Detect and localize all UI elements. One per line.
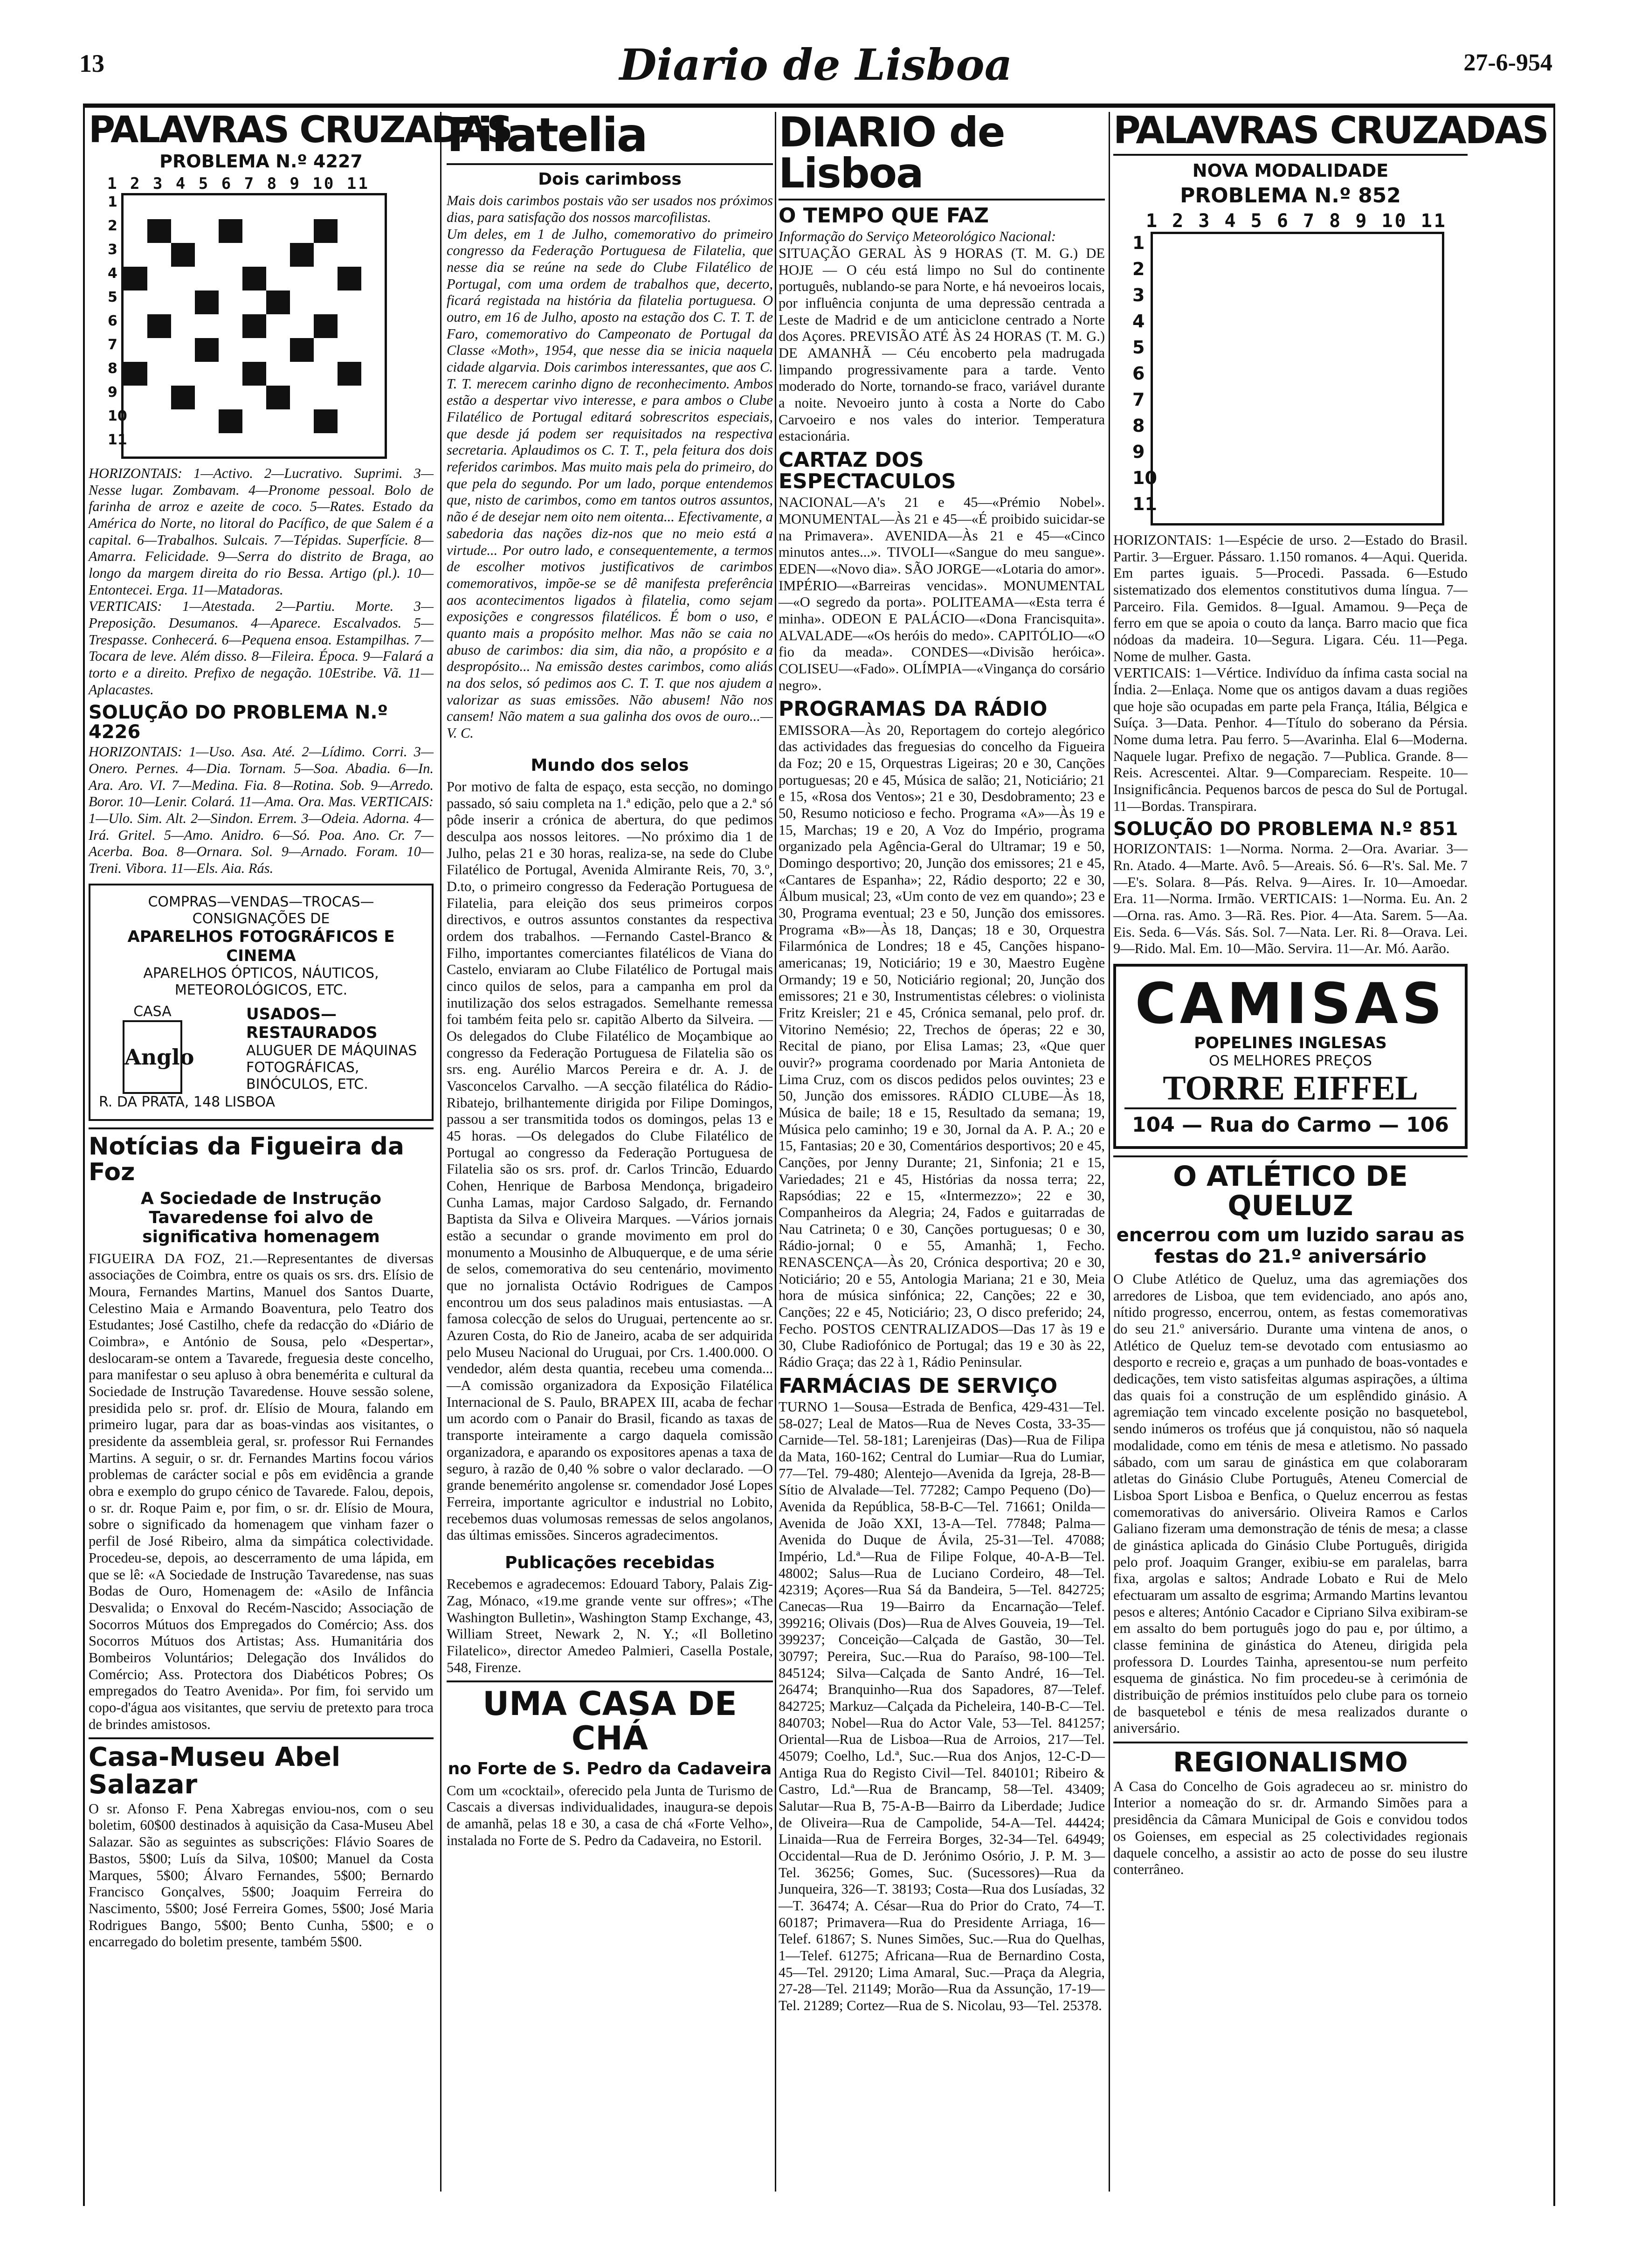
atletico-queluz-title: O ATLÉTICO DE QUELUZ — [1173, 1160, 1408, 1223]
carimbos-title: Dois carimboss — [538, 170, 682, 189]
crossword-title: PALAVRAS CRUZADAS — [89, 109, 512, 151]
crossword2-problem-number: PROBLEMA N.º 852 — [1180, 184, 1401, 207]
crossword-problem-number: PROBLEMA N.º 4227 — [159, 151, 363, 172]
solution-title: SOLUÇÃO DO PROBLEMA N.º 4226 — [89, 702, 388, 743]
column-4 — [1113, 109, 1548, 2196]
crossword2-modality: NOVA MODALIDADE — [1192, 160, 1389, 181]
regionalismo-text: A Casa do Concelho de Gois agradeceu ao sr. ministro do Interior a nomeação do sr. dr. Armando Simões para a presidência da Câmara Municipal de Gois e convidou todos os Goienses, em especial as 25 colectividades regionais daquele concelho, a assistir ao acto de posse do seu ilustre conterrâneo. — [1113, 1778, 1468, 1878]
column-divider — [775, 112, 776, 2192]
atletico-queluz-subtitle: encerrou com um luzido sarau as festas do 21.º aniversário — [1116, 1224, 1465, 1268]
camisas-ad: CAMISAS POPELINES INGLESAS OS MELHORES PREÇOS TORRE EIFFEL 104 — Rua do Carmo — 106 — [1113, 964, 1468, 1149]
casa-museu-title: Casa-Museu Abel Salazar — [89, 1742, 341, 1800]
shop-logo: Anglo — [123, 1020, 182, 1094]
farmacias-text: TURNO 1—Sousa—Estrada de Benfica, 429-431—Tel. 58-027; Leal de Matos—Rua de Neves Costa, 33-35—Carnide—Tel. 58-181; Larenjeiras (Das)—Rua de Filipa da Mata, 160-162; Central do Lumiar—Rua do Lumiar, 77—Tel. 79-480; Alentejo—Avenida da Igreja, 28-B—Sítio de Alvalade—Tel. 77282; Campo Pequeno (Do)—Avenida da República, 58-B-C—Tel. 71661; Onilda—Avenida de João XXI, 13-A—Tel. 77848; Palma—Avenida do Duque de Ávila, 25-31—Tel. 47088; Império, Ld.ª—Rua de Filipe Folque, 40-A-B—Tel. 48002; Salus—Rua de Luciano Cordeiro, 48—Tel. 42319; Açores—Rua Sá da Bandeira, 5—Tel. 842725; Canecas—Rua 19—Bairro da Encarnação—Telef. 399216; Olivais (Dos)—Rua de Alves Gouveia, 19—Tel. 399237; Conceição—Calçada de Gastão, 30—Tel. 30797; Pereira, Suc.—Rua do Paraíso, 98-100—Tel. 845124; Silva—Calçada de Santo André, 16—Tel. 26474; Branquinho—Rua dos Sapadores, 87—Telef. 842725; Markuz—Calçada da Picheleira, 140-B-C—Tel. 840703; Nobel—Rua do Actor Vale, 53—Tel. 841257; Oriental—Rua de Lisboa—Rua de Arroios, 217—Tel. 45079; Coelho, Ld.ª, Suc.—Rua dos Anjos, 12-C-D—Antiga Rua do Registo Civil—Tel. 840101; Ribeiro & Castro, Ld.ª—Rua de Brancamp, 58—Tel. 43409; Salutar—Rua B, 75-A-B—Bairro da Liberdade; Judice de Oliveira—Rua de Campolide, 54-A—Tel. 44424; Linaida—Rua de Ferreira Borges, 32-34—Tel. 64949; Occidental—Rua de D. Jerónimo Osório, J. P. M. 3—Tel. 36256; Gomes, Suc. (Sucessores)—Rua da Junqueira, 326—T. 38193; Costa—Rua dos Lusíadas, 32—T. 36474; A. César—Rua do Prior do Crato, 74—T. 60187; Primavera—Rua do Presidente Arriaga, 16—Telef. 61867; S. Nunes Simões, Suc.—Rua do Quelhas, 1—Telef. 61275; Africana—Rua de Bernardino Costa, 45—Tel. 29120; Lima Amaral, Suc.—Praça da Alegria, 27-28—Tel. 21149; Morão—Rua da Assunção, 17-19—Tel. 21289; Cortez—Rua de S. Nicolau, 93—Tel. 25378. — [779, 1398, 1105, 2014]
solution2-title: SOLUÇÃO DO PROBLEMA N.º 851 — [1113, 818, 1458, 840]
carimbos-intro: Mais dois carimbos postais vão ser usados nos próximos dias, para satisfação dos nossos marcofilistas. — [447, 193, 773, 226]
figueira-news-text: FIGUEIRA DA FOZ, 21.—Representantes de diversas associações de Coimbra, entre os quais os srs. drs. Elísio de Moura, Fernandes Martins, Manuel dos Santos Duarte, Celestino Maia e Armando Boaventura, pelo Teatro dos Estudantes; José Castilho, chefe da redacção do «Diário de Coimbra», e António de Sousa, pelo «Despertar», deslocaram-se ontem a Tavarede, freguesia deste concelho, para manifestar o seu apluso à obra benemérita e cultural da Sociedade de Instrução Tavaredense. Houve sessão solene, presidida pelo sr. prof. dr. Elísio de Moura, falando em primeiro lugar, para dar as boas-vindas aos visitantes, o presidente da assembleia geral, sr. professor Rui Fernandes Martins. A seguir, o sr. dr. Fernandes Martins focou vários problemas de carácter social e pôs em evidência a grande obra e exemplo do grupo cénico de Tavarede. Falou, depois, o sr. dr. Roque Paim e, por fim, o sr. dr. Elísio de Moura, sobre o significado da homenagem que vinham fazer o perfil de José Ribeiro, alma da simpática colectividade. Procedeu-se, depois, ao descerramento de uma lápida, em que se lê: «A Sociedade de Instrução Tavaredense, nas suas Bodas de Ouro, Homenagem de: «Asilo de Infância Desvalida; o Enxoval do Recém-Nascido; Associação de Socorros Mútuos dos Empregados do Comércio; Ass. dos Socorros Mútuos dos Artistas; Ass. Humanitária dos Bombeiros Voluntários; Delegação dos Inválidos do Comércio; Ass. Protectora dos Diabéticos Pobres; Os empregados do Teatro Avenida». Por fim, foi servido um copo-d'água aos visitantes, que serviu de pretexto para troca de brindes amistosos. — [89, 1250, 434, 1732]
page-number: 13 — [79, 49, 104, 77]
column-divider — [1109, 112, 1110, 2192]
solution2-text: HORIZONTAIS: 1—Norma. Norma. 2—Ora. Avariar. 3—Rn. Atado. 4—Marte. Avô. 5—Areais. Só. 6—R's. Sal. Me. 7—E's. Solara. 8—Pás. Relva. 9—Aires. Ir. 10—Amoedar. Era. 11—Norma. Irmão. VERTICAIS: 1—Norma. Eu. An. 2—Orna. ras. Amo. 3—Rã. Res. Pior. 4—Ata. Sarem. 5—Aa. Eis. Seda. 6—Vás. Sás. Sol. 7—Nata. Ler. Ri. 8—Orava. Lei. 9—Rido. Mal. Em. 10—Mão. Servira. 11—Ar. Mó. Aarão. — [1113, 841, 1468, 957]
solution-text: HORIZONTAIS: 1—Uso. Asa. Até. 2—Lídimo. Corri. 3—Onero. Pernes. 4—Dia. Tornam. 5—Soa. Abadia. 6—In. Ara. Aro. VI. 7—Medina. Fia. 8—Rotina. Sob. 9—Arredo. Boror. 10—Lenir. Colará. 11—Ama. Ora. Mas. VERTICAIS: 1—Ulo. Sim. Alt. 2—Sindon. Errem. 3—Odeia. Adorna. 4—Irá. Gritel. 5—Amo. Anidro. 6—Só. Poa. Ano. Cr. 7—Acerba. Boa. 8—Ornara. Sol. 9—Arnado. Foram. 10—Treni. Vibora. 11—Els. Aia. Rás. — [89, 744, 434, 877]
weather-subtitle: Informação do Serviço Meteorológico Nacional: — [779, 228, 1056, 245]
torre-eiffel-brand: TORRE EIFFEL — [1163, 1069, 1418, 1107]
masthead — [79, 40, 1552, 96]
newspaper-title: Diario de Lisboa — [619, 40, 1013, 90]
crossword-grid — [108, 193, 387, 459]
figueira-news-title: Notícias da Figueira da Foz — [89, 1133, 404, 1186]
atletico-queluz-text: O Clube Atlético de Queluz, uma das agremiações dos arredores de Lisboa, que tem evidenciado, ano após ano, nítido progresso, encerrou, ontem, as festas comemorativas do seu 21.º aniversário. Durante uma vintena de anos, o Atlético de Queluz tem-se devotado com entusiasmo ao desporto e recreio e, graças a um punhado de boas-vontades e dedicações, tem visto satisfeitas algumas aspirações, a última das quais foi a construção de um esplêndido ginásio. A agremiação tem vincado excelente posição no basquetebol, sendo inúmeros os troféus que já conquistou, não só naquela modalidade, como em ténis de mesa e atletismo. No passado sábado, com um sarau de ginástica em que colaboraram atletas do Ginásio Clube Português, Ateneu Comercial de Lisboa Sport Lisboa e Benfica, o Queluz encerrou as festas comemorativas do aniversário. Oliveira Ramos e Carlos Galiano fizeram uma demonstração de ténis de mesa; a classe de ginástica aplicada do Ginásio Clube Português, dirigida pelo prof. Joaquim Granger, exibiu-se em paralelas, barra fixa, argolas e saltos; Andrade Lobato e Rui de Melo efectuaram um assalto de esgrima; Armando Martins levantou pesos e alteres; António Cacador e Cipriano Silva exibiram-se em assalto do bem português jogo do pau e, por último, a classe feminina de ginástica do Ateneu, dirigida pela professora D. Lourdes Tainha, apresentou-se num perfeito esquema de ginástica. No fim procedeu-se à cerimónia de distribuição de prémios instituídos pelo clube para os torneio de basquetebol e ténis de mesa realizados durante o aniversário. — [1113, 1271, 1468, 1736]
crossword2-title: PALAVRAS CRUZADAS — [1113, 109, 1548, 152]
carimbos-text: Um deles, em 1 de Julho, comemorativo do primeiro congresso da Federação Portuguesa de Filatelia, que nesse dia se reúne na sede do Clube Filatélico de Portugal, com uma ordem de trabalhos que, decerto, ficará registada na história da filatelia portuguesa. O outro, em 16 de Julho, aposto na estação dos C. T. T. de Faro, comemorativo do Campeonato de Portugal da Classe «Moth», 1954, que nesse dia se inicia naquela cidade algarvia. Dois carimbos interessantes, que aos C. T. T. merecem carinho digno de reconhecimento. Ambos estão a despertar vivo interesse, e para ambos o Clube Filatélico de Portugal editará sobrescritos especiais, que desde já podem ser requisitados na respectiva secretaria. Aplaudimos os C. T. T., pela feitura dos dois referidos carimbos. Mas muito mais pela do primeiro, do que pela do segundo. Por um lado, porque entendemos que, nisto de carimbos, como em tantos outros assuntos, não é de desejar nem oito nem oitenta... Efectivamente, a sabedoria das nações diz-nos que no meio está a virtude... Por outro lado, e consequentemente, a termos de escolher motivos justificativos de carimbos comemorativos, impõe-se se dê manifesta preferência aos acontecimentos ligados à filatelia, como sejam exposições e congressos filatélicos. É bom o uso, e quanto mais a propósito melhor. Mas não se caia no abuso de carimbos: dia sim, dia não, a propósito e a despropósito... Na emissão destes carimbos, como aliás na dos selos, só pedimos aos C. T. T. que nos ajudem a valorizar as suas emissões. Não abusem! Não nos cansem! Não matem a sua galinha dos ovos de ouro...—V. C. — [447, 226, 773, 741]
crossword2-grid — [1132, 232, 1444, 526]
crossword-column-numbers: 1 2 3 4 5 6 7 8 9 10 11 — [107, 174, 370, 193]
mundo-selos-title: Mundo dos selos — [531, 755, 689, 775]
camera-shop-ad: COMPRAS—VENDAS—TROCAS— CONSIGNAÇÕES DE APARELHOS FOTOGRÁFICOS E CINEMA APARELHOS ÓPTICOS, NÁUTICOS, METEOROLÓGICOS, ETC. CASA Anglo USADOS— RESTAURADOS ALUGUER DE MÁQUINAS FOTOGRÁFICAS, BINÓCULOS, ETC. R. DA PRATA, 148 LISBOA — [89, 884, 434, 1121]
cartaz-title: CARTAZ DOS ESPECTACULOS — [779, 448, 956, 494]
radio-title: PROGRAMAS DA RÁDIO — [779, 697, 1048, 721]
weather-title: O TEMPO QUE FAZ — [779, 204, 989, 228]
column-divider — [440, 112, 441, 2192]
crossword2-horizontal-clues: HORIZONTAIS: 1—Espécie de urso. 2—Estado do Brasil. Partir. 3—Erguer. Pássaro. 1.150 romanos. 4—Aqui. Querida. Em partes iguais. 5—Procedi. Passada. 6—Estudo sistematizado dos elementos constitutivos duma língua. 7—Parceiro. Fila. Gemidos. 8—Igual. Amamou. 9—Peça de ferro em que se apoia o couto da lança. Barro macio que fica nódoas da madeira. 10—Segura. Ligara. Céu. 11—Pega. Nome de mulher. Gasta. — [1113, 532, 1468, 664]
crossword2-row-numbers: 1 2 3 4 5 6 7 8 9 10 11 — [1132, 233, 1157, 514]
crossword-vertical-clues: VERTICAIS: 1—Atestada. 2—Partiu. Morte. 3—Preposição. Desumanos. 4—Aparece. Escalvados. 5—Trespasse. Conhecerá. 6—Pequena ensoa. Estampilhas. 7—Tocara de leve. Além disso. 8—Fileira. Época. 9—Falará a torto e a direito. Prefixo de negação. 10Estribe. Vã. 11—Aplacastes. — [89, 598, 434, 698]
crossword2-vertical-clues: VERTICAIS: 1—Vértice. Indivíduo da ínfima casta social na Índia. 2—Enlaça. Nome que os antigos davam a duas regiões que hoje são ocupadas em parte pela França, Itália, Bélgica e Suíça. 3—Data. Penhor. 4—Título do soberano da Pérsia. Nome duma letra. Pau ferro. 5—Avarinha. Elal 6—Moderna. Naquele lugar. Prefixo de negação. 7—Publica. Grande. 8—Reis. Acrescentei. Altar. 9—Compareciam. Respeite. 10—Insignificância. Pequenos barcos de pesca do Sul de Portugal. 11—Bordas. Transpirara. — [1113, 665, 1468, 814]
camisas-address: 104 — Rua do Carmo — 106 — [1124, 1107, 1456, 1138]
camisas-heading: CAMISAS — [1135, 972, 1446, 1037]
issue-date: 27-6-954 — [1463, 49, 1552, 76]
casa-museu-text: O sr. Afonso F. Pena Xabregas enviou-nos, com o seu boletim, 60$00 destinados à aquisição da Casa-Museu Abel Salazar. São as seguintes as subscrições: Flávio Soares de Bastos, 5$00; Luís da Silva, 10$00; Manuel da Costa Marques, 5$00; Álvaro Fernandes, 5$00; Bernardo Francisco Gonçalves, 5$00; Joaquim Ferreira do Nascimento, 5$00; José Ferreira Gomes, 5$00; José Maria Rodrigues Bango, 5$00; Bento Cunha, 5$00; e o encarregado do boletim presente, também 5$00. — [89, 1800, 434, 1950]
crossword-horizontal-clues: HORIZONTAIS: 1—Activo. 2—Lucrativo. Suprimi. 3—Nesse lugar. Zombavam. 4—Pronome pessoal. Bolo de farinha de arroz e azeite de coco. 5—Rates. Estado da América do Norte, no litoral do Pacífico, de que Salem é a capital. 6—Trabalhos. Sulcais. 7—Tépidas. Superfície. 8—Amarra. Felicidade. 9—Serra do distrito de Braga, ao longo da margem direita do rio Bessa. Artigo (pl.). 10—Entontecei. Erga. 11—Matadoras. — [89, 465, 434, 598]
column-1 — [89, 109, 512, 2196]
weather-text: SITUAÇÃO GERAL ÀS 9 HORAS (T. M. G.) DE HOJE — O céu está limpo no Sul do continente português, nublando-se para Norte, e há nevoeiros locais, por influência conjunta de uma depressão centrada a Leste de Madrid e de um anticiclone centrado a Norte dos Açores. PREVISÃO ATÉ ÀS 24 HORAS (T. M. G.) DE AMANHÃ — Céu encoberto pela madrugada limpando progressivamente para a tarde. Vento moderado do Norte, tornando-se fraco, variável durante a noite. Nevoeiro junto à costa a Norte do Cabo Carvoeiro e nos vales do interior. Temperatura estacionária. — [779, 245, 1105, 444]
column-2 — [447, 108, 773, 2196]
cartaz-text: NACIONAL—A's 21 e 45—«Prémio Nobel». MONUMENTAL—Às 21 e 45—«É proibido suicidar-se na Primavera». AVENIDA—Às 21 e 45—«Cinco minutos antes...». TIVOLI—«Sangue do meu sangue». EDEN—«Novo dia». SÃO JORGE—«Lotaria do amor». IMPÉRIO—«Barreiras vencidas». MONUMENTAL—«O segredo da porta». POLITEAMA—«Esta terra é minha». ODEON E PALÁCIO—«Dona Francisquita». ALVALADE—«Os heróis do medo». CAPITÓLIO—«O fio da meada». CONDES—«Divisão heróica». COLISEU—«Fado». OLÍMPIA—«Vingança do corsário negro». — [779, 494, 1105, 693]
crossword-row-numbers: 1 2 3 4 5 6 7 8 9 10 11 — [108, 194, 127, 448]
casa-cha-title: UMA CASA DE CHÁ — [483, 1685, 737, 1757]
crossword2-column-numbers: 1 2 3 4 5 6 7 8 9 10 11 — [1146, 210, 1447, 232]
publicacoes-title: Publicações recebidas — [504, 1553, 715, 1572]
publicacoes-text: Recebemos e agradecemos: Edouard Tabory, Palais Zig-Zag, Mónaco, «19.me grande vente sur offres»; «The Washington Bulletin», Washington Stamp Exchange, 43, William Street, Newark 2, N. Y.; «Il Bolletino Filatelico», director Amedeo Palmieri, Casella Postale, 548, Firenze. — [447, 1576, 773, 1675]
casa-cha-subtitle: no Forte de S. Pedro da Cadaveira — [448, 1759, 772, 1779]
figueira-news-subtitle: A Sociedade de Instrução Tavaredense foi alvo de significativa homenagem — [140, 1189, 382, 1247]
radio-text: EMISSORA—Às 20, Reportagem do cortejo alegórico das actividades das freguesias do concelho da Figueira da Foz; 20 e 15, Orquestras Ligeiras; 20 e 30, Canções portuguesas; 20 e 45, Música de salão; 21, Noticiário; 21 e 15, «Rosa dos Ventos»; 21 e 30, Desdobramento; 23 e 50, Resumo noticioso e fecho. Programa «A»—Às 19 e 15, Marchas; 19 e 20, A Voz do Império, programa organizado pela Agência-Geral do Ultramar; 19 e 50, Domingo desportivo; 20, Junção dos emissores; 21 e 45, «Cantares de Espanha»; 22, Rádio desporto; 22 e 30, Álbum musical; 23, «Um conto de vez em quando»; 23 e 30, Programa eventual; 23 e 50, Junção dos emissores. Programa «B»—Às 18, Danças; 18 e 30, Orquestra Filarmónica de Londres; 18 e 45, Canções hispano-americanas; 19, Noticiário; 19 e 30, Maestro Eugène Ormandy; 19 e 50, Noticiário regional; 20, Junção dos emissores; 21 e 30, Instrumentistas célebres: o violinista Fritz Kreisler; 21 e 45, Crónica semanal, pelo prof. dr. Vitorino Nemésio; 22, Trechos de óperas; 22 e 30, Recital de piano, por Elisa Lamas; 23, «Que quer ouvir?» programa coordenado por Maria Antonieta de Lima Cruz, com os discos pedidos pelos ouvintes; 23 e 50, Junção dos emissores. RÁDIO CLUBE—Às 18, Música de baile; 18 e 15, Resultado da semana; 19, Música pelo caminho; 19 e 30, Jornal da A. P. A.; 20 e 15, Fantasias; 20 e 30, Comentários desportivos; 20 e 45, Canções, por Jenny Durante; 21, Sinfonia; 21 e 15, Variedades; 21 e 45, Histórias da nossa terra; 22, Rapsódias; 22 e 15, «Intermezzo»; 22 e 30, Companheiros da Alegria; 24, Fados e guitarradas de Nau Catrineta; 0 e 30, Canções portuguesas; 0 e 30, Rádio-jornal; 0 e 55, Amanhã; 1, Fecho. RENASCENÇA—Às 20, Crónica desportiva; 20 e 30, Noticiário; 20 e 55, Antologia Mariana; 21 e 30, Meia hora de música sinfónica; 22, Canções; 22 e 30, Canções; 22 e 45, Noticiário; 23, O disco preferido; 24, Fecho. POSTOS CENTRALIZADOS—Das 17 às 19 e 30, Clube Radiofónico de Portugal; das 19 e 30 às 22, Rádio Graça; das 22 à 1, Rádio Peninsular. — [779, 722, 1105, 1370]
casa-cha-text: Com um «cocktail», oferecido pela Junta de Turismo de Cascais a diversas individualidades, inaugura-se depois de amanhã, pelas 18 e 30, a casa de chá «Forte Velho», instalada no Forte de S. Pedro da Cadaveira, no Estoril. — [447, 1782, 773, 1848]
column-3 — [779, 108, 1105, 2196]
diario-logo-heading: DIARIO de Lisboa — [779, 108, 1005, 197]
farmacias-title: FARMÁCIAS DE SERVIÇO — [779, 1374, 1058, 1398]
filatelia-title: Filatelia — [447, 108, 647, 162]
mundo-selos-text: Por motivo de falta de espaço, esta secção, no domingo passado, só saiu completa na 1.ª edição, pelo que a 2.ª só pôde inserir a crónica de abertura, do que pedimos desculpa aos nossos leitores. —No próximo dia 1 de Julho, pelas 21 e 30 horas, realiza-se, na sede do Clube Filatélico de Portugal, Avenida Almirante Reis, 70, 3.º, D.to, o primeiro congresso da Federação Portuguesa de Filatelia, para eleição dos seus primeiros corpos directivos, e outros assuntos constantes da respectiva ordem dos trabalhos. —Fernando Castel-Branco & Filho, importantes comerciantes filatélicos de Viana do Castelo, enviaram ao Clube Filatélico de Portugal mais cinco quilos de selos, para a campanha em prol da inutilização dos selos estragados. Semelhante remessa foi também feita pelo sr. capitão Alberto da Silveira. —Os delegados do Clube Filatélico de Moçambique ao congresso da Federação Portuguesa de Filatelia são os srs. eng. Aurélio Marcos Pereira e dr. A. J. de Vasconcelos Carvalho. —A secção filatélica do Rádio-Ribatejo, brilhantemente dirigida por Filipe Domingos, passou a ser transmitida todos os domingos, pelas 13 e 45 horas. —Os delegados do Clube Filatélico de Portugal ao congresso da Federação Portuguesa de Filatelia são os srs. prof. dr. Carlos Trincão, Eduardo Cohen, Henrique de Barbosa Mendonça, brigadeiro Cunha Lamas, major Cardoso Salgado, dr. Fernando Baptista da Silva e Oliveira Marques. —Vários jornais estão a secundar o grande movimento em prol do monumento a Mousinho de Albuquerque, e de uma série de selos, comemorativa do seu centenário, movimento que no jornalista Octávio Rodrigues de Campos encontrou um dos seus paladinos mais entusiastas. —A famosa colecção de selos do Uruguai, pertencente ao sr. Azuren Costa, do Rio de Janeiro, acaba de ser adquirida pelo Museu Nacional do Uruguai, por Crs. 1.400.000. O vendedor, além desta quantia, recebeu uma comenda... —A comissão organizadora da Exposição Filatélica Internacional de S. Paulo, BRAPEX III, acaba de fechar um acordo com o Panair do Brasil, ficando as taxas de transporte inteiramente a cargo daquela comissão organizadora, e aparando os expositores apenas a taxa de seguro, à razão de 0,40 % sobre o valor declarado. —O grande benemérito angolense sr. comendador José Lopes Ferreira, importante agricultor e industrial no Lobito, recebemos duas volumosas remessas de selos angolanos, das últimas emissões. Sinceros agradecimentos. — [447, 778, 773, 1543]
regionalismo-title: REGIONALISMO — [1173, 1746, 1408, 1778]
shop-address: R. DA PRATA, 148 LISBOA — [99, 1094, 276, 1111]
